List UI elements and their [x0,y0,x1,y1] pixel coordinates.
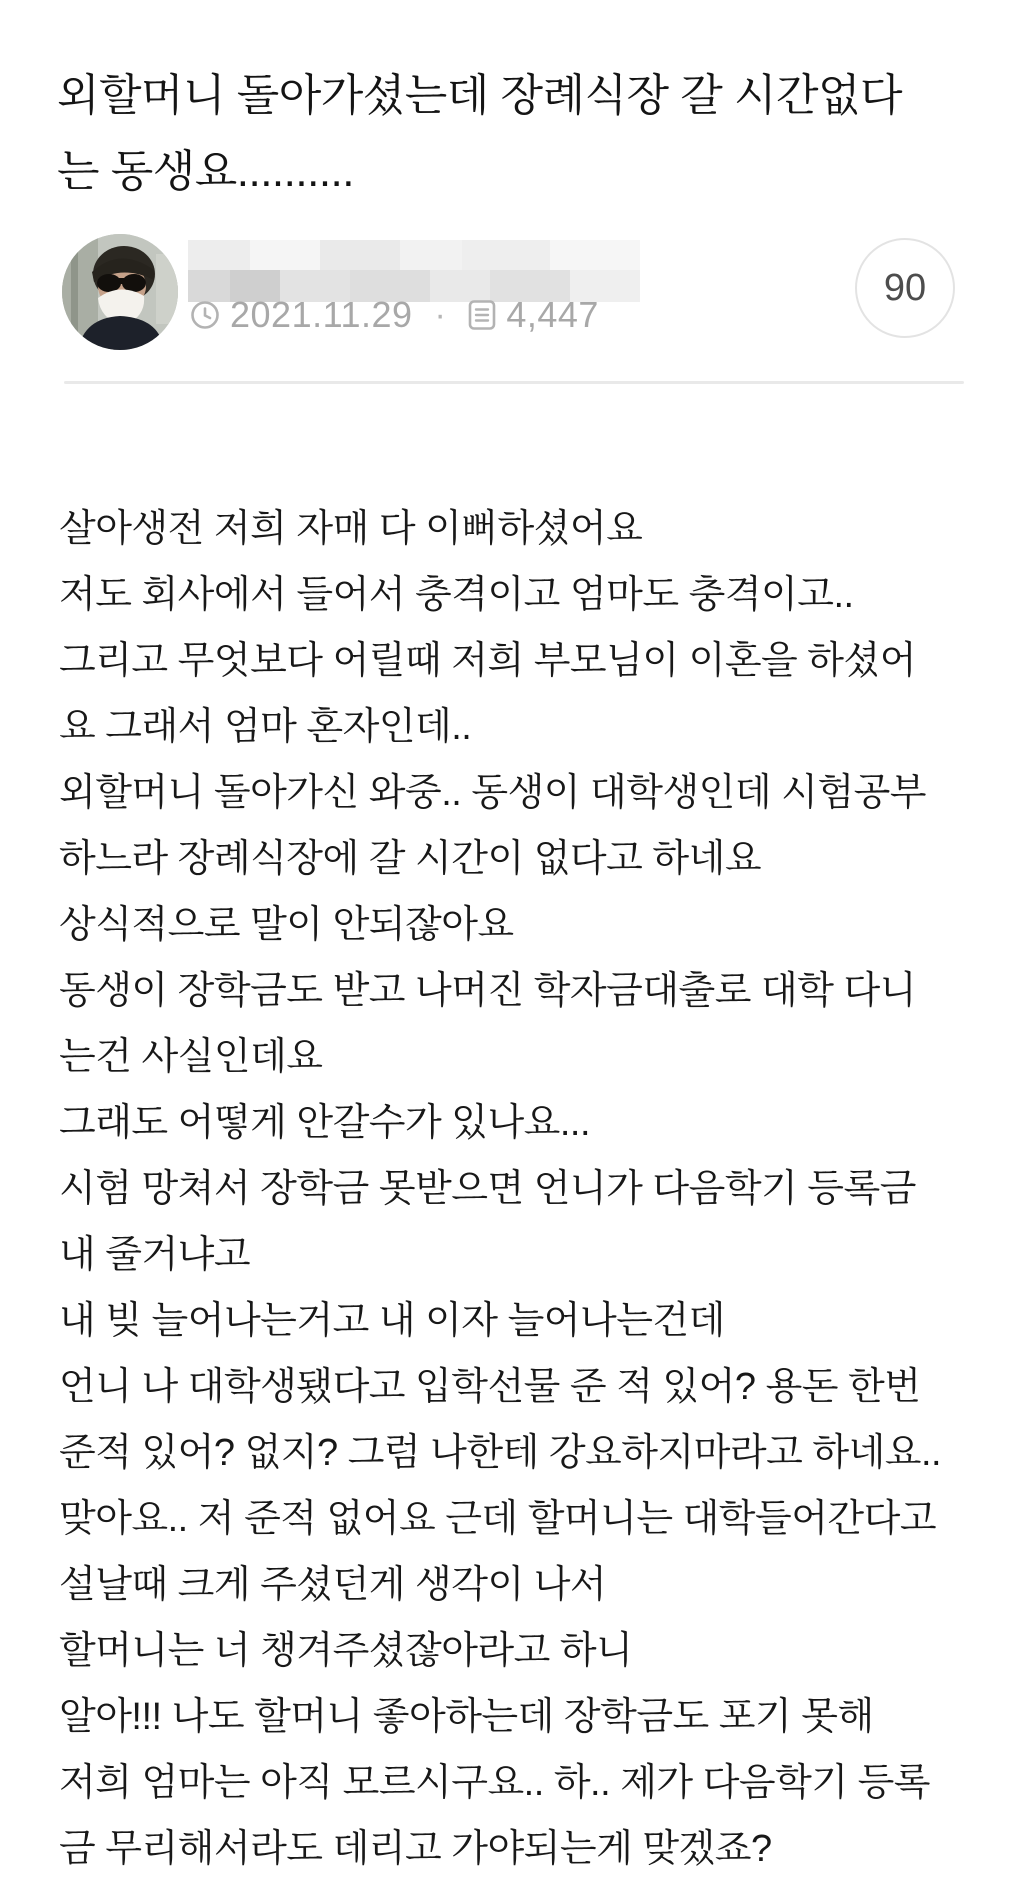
author-name-blurred[interactable] [188,240,640,302]
body-line: 시험 망쳐서 장학금 못받으면 언니가 다음학기 등록금 [59,1168,916,1210]
document-lines-icon [468,299,496,331]
body-line: 저희 엄마는 아직 모르시구요.. 하.. 제가 다음학기 등록 [59,1762,931,1804]
post-meta-row [190,294,599,336]
body-line: 할머니는 너 챙겨주셨잖아라고 하니 [59,1630,633,1672]
body-line: 그리고 무엇보다 어릴때 저희 부모님이 이혼을 하셨어 [59,640,916,682]
post-title-line-1: 외할머니 돌아가셨는데 장례식장 갈 시간없다 [57,71,902,120]
body-line: 내 줄거냐고 [59,1234,251,1276]
body-line: 설날때 크게 주셨던게 생각이 나서 [59,1564,607,1606]
view-count: 4,447 [506,294,599,335]
body-line: 상식적으로 말이 안되잖아요 [59,904,514,946]
comment-count-value: 90 [883,266,927,309]
blur-block [462,240,550,270]
body-line: 요 그래서 엄마 혼자인데.. [59,706,472,748]
blur-block [550,240,640,270]
body-line: 내 빚 늘어나는거고 내 이자 늘어나는건데 [59,1300,725,1342]
comment-count-button[interactable] [855,238,955,338]
body-line: 알아!!! 나도 할머니 좋아하는데 장학금도 포기 못해 [59,1696,874,1738]
body-line: 는건 사실인데요 [59,1036,323,1078]
body-line: 살아생전 저희 자매 다 이뻐하셨어요 [59,508,643,550]
avatar-photo-icon [62,234,178,350]
clock-icon [190,300,220,330]
body-line: 맞아요.. 저 준적 없어요 근데 할머니는 대학들어간다고 [59,1498,937,1540]
body-line: 언니 나 대학생됐다고 입학선물 준 적 있어? 용돈 한번 [59,1366,921,1408]
post-title-line-2: 는 동생요.......... [57,147,354,196]
meta-separator: · [434,295,447,334]
body-line: 금 무리해서라도 데리고 가야되는게 맞겠죠? [59,1828,772,1870]
post-body [59,496,1009,1882]
post-date: 2021.11.29 [230,294,413,335]
post-title [57,58,987,210]
body-line: 외할머니 돌아가신 와중.. 동생이 대학생인데 시험공부 [59,772,926,814]
blur-block [320,240,400,270]
body-line: 하느라 장례식장에 갈 시간이 없다고 하네요 [59,838,762,880]
blur-block [400,240,462,270]
author-avatar[interactable] [62,234,178,350]
body-line: 준적 있어? 없지? 그럼 나한테 강요하지마라고 하네요.. [59,1432,942,1474]
body-line: 저도 회사에서 들어서 충격이고 엄마도 충격이고.. [59,574,854,616]
divider [64,381,964,384]
body-line: 그래도 어떻게 안갈수가 있나요... [59,1102,591,1144]
blur-block [188,240,250,270]
body-line: 동생이 장학금도 받고 나머진 학자금대출로 대학 다니 [59,970,916,1012]
blur-block [250,240,320,270]
